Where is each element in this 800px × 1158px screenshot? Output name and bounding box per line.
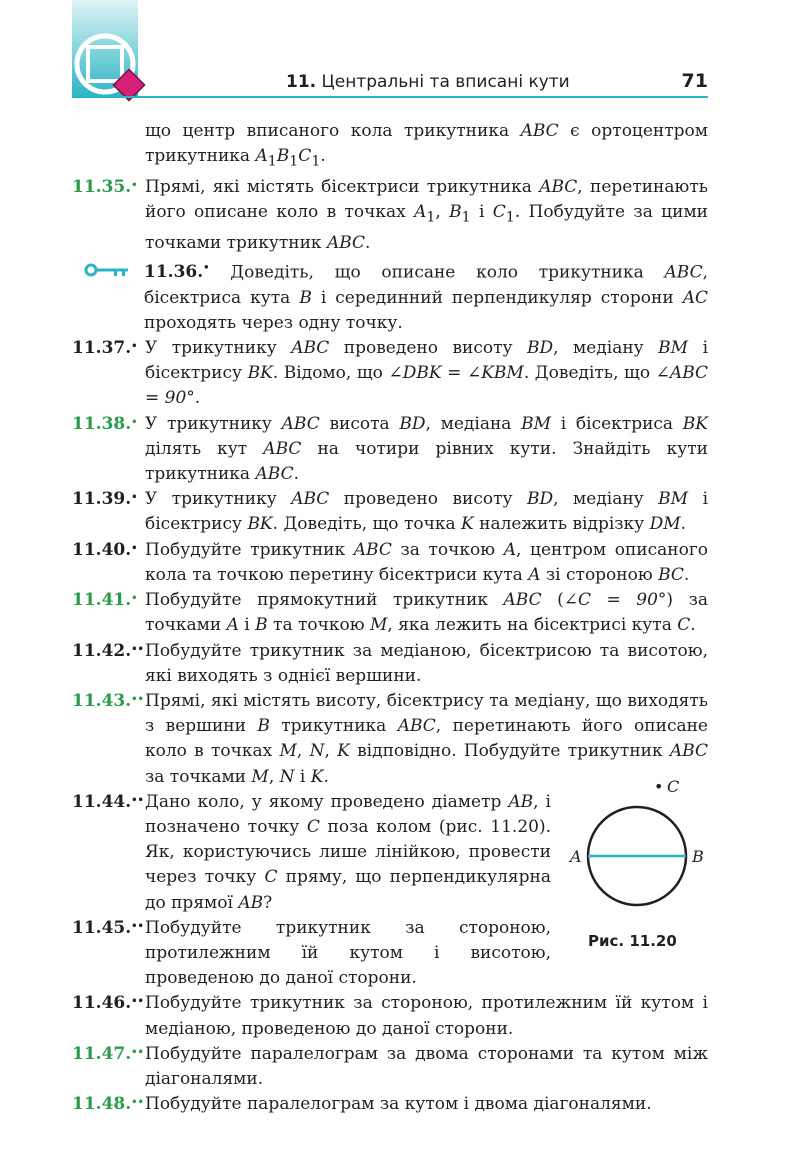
exercise-number: 11.44.••: [72, 791, 144, 812]
exercise-11-48: 11.48.•• Побудуйте паралелограм за кутом і двома діагоналями.: [72, 1092, 708, 1117]
exercise-number: 11.46.••: [72, 993, 144, 1014]
exercise-number: 11.48.••: [72, 1094, 144, 1115]
exercise-number: 11.42.••: [72, 640, 144, 661]
label-a: A: [570, 847, 582, 866]
figure-11-20: [566, 772, 708, 952]
exercise-11-40: 11.40.• Побудуйте трикутник ABC за точкою A, центром описаного кола та точкою перетину бісектриси кута A зі стороною BC.: [72, 539, 708, 585]
label-c: C: [667, 777, 680, 796]
figure-caption: Рис. 11.20: [588, 932, 677, 950]
exercise-number: 11.37.•: [72, 338, 138, 359]
point-c: •: [654, 777, 664, 796]
key-icon: [84, 262, 132, 278]
header-title: [286, 72, 570, 92]
exercise-11-38: 11.38.• У трикутнику ABC висота BD, медіана BM і бісектриса BK ділять кут ABC на чотири рівних кути. Знайдіть кути трикутника ABC.: [72, 413, 708, 485]
header-logo-icon: [72, 0, 152, 110]
exercise-11-36: 11.36.• Доведіть, що описане коло трикутника ABC, бісектриса кута B і серединний перпендикуляр сторони AC проходять через одну точку.: [72, 256, 708, 336]
exercise-11-35: 11.35.• Прямі, які містять бісектриси трикутника ABC, перетинають його описане коло в точках $A_1$, $B_1$ і $C_1$. Побудуйте за цими точками трикутник ABC.: [72, 176, 708, 253]
exercise-11-47: 11.47.•• Побудуйте паралелограм за двома сторонами та кутом між діагоналями.: [72, 1043, 708, 1089]
exercise-number: 11.41.•: [72, 590, 138, 611]
exercise-11-45: 11.45.•• Побудуйте трикутник за стороною, протилежним їй кутом і висотою, проведеною до даної сторони.: [72, 917, 551, 989]
label-b: B: [692, 847, 704, 866]
exercise-list: [72, 119, 708, 1117]
exercise-11-42: 11.42.•• Побудуйте трикутник за медіаною, бісектрисою та висотою, які виходять з однієї вершини.: [72, 640, 708, 686]
exercise-11-46: 11.46.•• Побудуйте трикутник за стороною, протилежним їй кутом і медіаною, проведеною до даної сторони.: [72, 993, 708, 1039]
page-number: 71: [681, 70, 708, 92]
exercise-number: 11.47.••: [72, 1043, 144, 1064]
exercise-11-39: 11.39.• У трикутнику ABC проведено висоту BD, медіану BM і бісектрису BK. Доведіть, що точка K належить відрізку DM.: [72, 489, 709, 535]
exercise-11-43: 11.43.•• Прямі, які містять висоту, бісектрису та медіану, що виходять з вершини B трикутника ABC, перетинають його описане коло в точках M, N, K відповідно. Побудуйте трикутник ABC за точками M, N і K.: [72, 690, 708, 787]
exercise-11-41: 11.41.• Побудуйте прямокутний трикутник ABC (∠C = 90°) за точками A і B та точкою M, яка лежить на бісектрисі кута C.: [72, 590, 708, 636]
exercise-number: 11.40.•: [72, 539, 138, 560]
exercise-continuation: що центр вписаного кола трикутника ABC є ортоцентром трикутника $A_1B_1C_1$.: [145, 121, 708, 170]
chapter-title: Центральні та вписані кути: [321, 72, 570, 92]
chapter-number: 11.: [286, 72, 317, 92]
exercise-number: 11.45.••: [72, 917, 144, 938]
exercise-11-44: 11.44.•• Дано коло, у якому проведено діаметр AB, і позначено точку C поза колом (рис. 11.20). Як, користуючись лише лінійкою, провести через точку C пряму, що перпендикулярна до прямої AB?: [72, 791, 551, 913]
exercise-number: 11.43.••: [72, 690, 144, 711]
exercise-number: 11.39.•: [72, 489, 138, 510]
exercise-number: 11.38.•: [72, 413, 138, 434]
exercise-11-37: 11.37.• У трикутнику ABC проведено висоту BD, медіану BM і бісектрису BK. Відомо, що ∠DBK = ∠KBM. Доведіть, що ∠ABC = 90°.: [72, 338, 709, 409]
header-rule: [72, 96, 708, 98]
exercise-number: 11.35.•: [72, 176, 138, 197]
